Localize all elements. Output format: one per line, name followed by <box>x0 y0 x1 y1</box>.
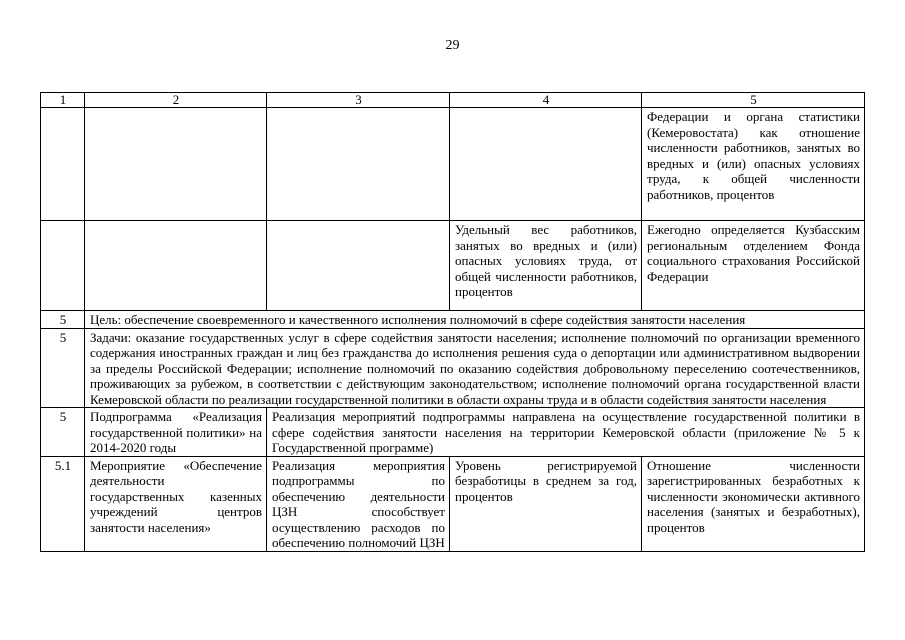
table-row <box>41 108 865 221</box>
measure-indicator: Уровень регистрируемой безработицы в среднем за год, процентов <box>450 456 642 551</box>
header-cell-2: 2 <box>85 93 267 108</box>
table-row <box>41 221 865 311</box>
tasks-row <box>41 328 865 408</box>
subprogram-name: Подпрограмма «Реализация государственной политики» на 2014-2020 годы <box>85 408 267 457</box>
header-cell-5: 5 <box>642 93 865 108</box>
measure-row <box>41 456 865 551</box>
table-cell <box>41 108 85 221</box>
table-cell <box>85 221 267 311</box>
table-cell <box>41 221 85 311</box>
subprogram-text: Реализация мероприятий подпрограммы направлена на осуществление государственной политики в сфере содействия занятости населения на территории Кемеровской области (приложение № 5 к Государственной программе) <box>267 408 865 457</box>
tasks-text: Задачи: оказание государственных услуг в сфере содействия занятости населения; исполнение полномочий по организации временного содержания иностранных граждан и лиц без гражданства до исполнения решения суда о депортации или административном выдворении за пределы Российской Федерации; исполнение полномочий по оказанию содействия добровольному переселению соотечественников, проживающих за рубежом, в соответствии с действующим законодательством; исполнение полномочий органа государственной власти Кемеровской области по реализации государственной политики в области охраны труда и в области содействия занятости населения <box>85 328 865 408</box>
row-number: 5.1 <box>41 456 85 551</box>
table-cell <box>267 221 450 311</box>
indicators-table <box>40 92 865 552</box>
header-cell-1: 1 <box>41 93 85 108</box>
measure-description: Реализация мероприятия подпрограммы по обеспечению деятельности ЦЗН способствует осуществлению расходов по обеспечению полномочий ЦЗН <box>267 456 450 551</box>
row-number: 5 <box>41 328 85 408</box>
row-number: 5 <box>41 311 85 329</box>
table-cell-indicator: Удельный вес работников, занятых во вредных и (или) опасных условиях труда, от общей численности работников, процентов <box>450 221 642 311</box>
header-cell-3: 3 <box>267 93 450 108</box>
table-header-row <box>41 93 865 108</box>
table-cell-method: Федерации и органа статистики (Кемеровостата) как отношение численности работников, занятых во вредных и (или) опасных условиях труда, к общей численности работников, процентов <box>642 108 865 221</box>
page-number: 29 <box>445 38 460 53</box>
row-number: 5 <box>41 408 85 457</box>
subprogram-row <box>41 408 865 457</box>
goal-row <box>41 311 865 329</box>
measure-name: Мероприятие «Обеспечение деятельности государственных казенных учреждений центров занятости населения» <box>85 456 267 551</box>
table-cell <box>267 108 450 221</box>
measure-method: Отношение численности зарегистрированных безработных к численности экономически активного населения (занятых и безработных), процентов <box>642 456 865 551</box>
goal-text: Цель: обеспечение своевременного и качественного исполнения полномочий в сфере содействия занятости населения <box>85 311 865 329</box>
table-cell-method: Ежегодно определяется Кузбасским региональным отделением Фонда социального страхования Российской Федерации <box>642 221 865 311</box>
table-cell <box>450 108 642 221</box>
header-cell-4: 4 <box>450 93 642 108</box>
table-cell <box>85 108 267 221</box>
